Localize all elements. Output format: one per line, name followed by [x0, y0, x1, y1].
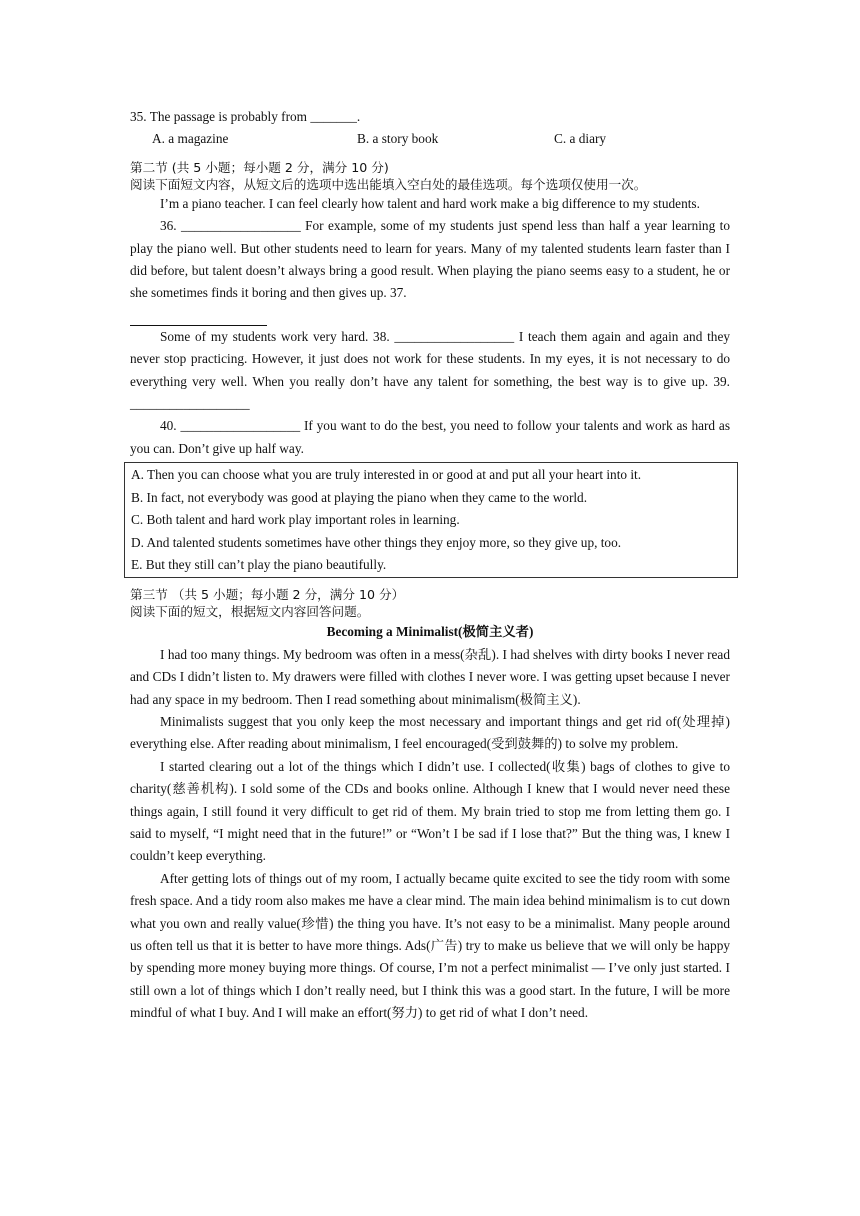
- passage-paragraph-3: I started clearing out a lot of the things which I didn’t use. I collected(收集) bags of clothes to give to charity(慈善机构). I sold some of the CDs and books online. Although I knew that I would never need these things again, I still found it very difficult to get rid of them. My brain tried to stop me from letting them go. I said to myself, “I might need that in the future!” or “Won’t I be sad if I lose that?” But the thing was, I knew I couldn’t keep everything.: [130, 758, 730, 864]
- choice-d: D. And talented students sometimes have other things they enjoy more, so they give up, too.: [131, 534, 622, 550]
- exam-page: [130, 106, 730, 1025]
- section-2-paragraph-4: 40. __________________ If you want to do the best, you need to follow your talents and work as hard as you can. Don’t give up half way.: [130, 418, 730, 456]
- option-a: A. a magazine: [152, 131, 229, 147]
- section-3-header: 第三节 （共 5 小题；每小题 2 分，满分 10 分）: [130, 587, 405, 603]
- choice-a: A. Then you can choose what you are truly interested in or good at and put all your heart into it.: [131, 467, 642, 483]
- choice-e: E. But they still can’t play the piano beautifully.: [131, 556, 387, 572]
- section-2-header: 第二节 (共 5 小题；每小题 2 分，满分 10 分): [130, 159, 389, 175]
- section-2-paragraph-1: I’m a piano teacher. I can feel clearly how talent and hard work make a big difference to my students.: [160, 195, 700, 211]
- option-c: C. a diary: [554, 131, 607, 147]
- choices-box: [124, 462, 738, 578]
- option-b: B. a story book: [357, 131, 439, 147]
- question-35-options: [130, 128, 730, 150]
- section-3-instruction: 阅读下面的短文，根据短文内容回答问题。: [130, 604, 370, 620]
- section-2-instruction: 阅读下面短文内容，从短文后的选项中选出能填入空白处的最佳选项。每个选项仅使用一次。: [130, 176, 647, 192]
- passage-title: Becoming a Minimalist(极简主义者): [326, 624, 534, 640]
- question-35-stem: 35. The passage is probably from _______.: [130, 109, 361, 124]
- choice-c: C. Both talent and hard work play important roles in learning.: [131, 512, 460, 528]
- passage-paragraph-4: After getting lots of things out of my room, I actually became quite excited to see the tidy room with some fresh space. And a tidy room also makes me have a clear mind. The main idea behind minimalism is to cut down what you own and really value(珍惜) the thing you have. It’s not easy to be a minimalist. Many people around us often tell us that it is better to have more things. Ads(广告) try to make us believe that we will only be happy by spending more money buying more things. Of course, I’m not a perfect minimalist — I’ve only just started. I still own a lot of things which I don’t really need, but I think this was a good start. In the future, I will be more mindful of what I buy. And I will make an effort(努力) to get rid of what I don’t need.: [130, 870, 730, 1021]
- section-2-paragraph-3: Some of my students work very hard. 38. __________________ I teach them again and again and they never stop practicing. However, it just does not work for these students. In my eyes, it is not necessary to do everything very well. When you really don’t have any talent for something, the best way is to give up. 39. __________________: [130, 328, 730, 412]
- passage-paragraph-1: I had too many things. My bedroom was often in a mess(杂乱). I had shelves with dirty books I never read and CDs I didn’t listen to. My drawers were filled with clothes I never wore. I was getting upset because I never had any space in my bedroom. Then I read something about minimalism(极简主义).: [130, 646, 730, 707]
- blank-37-line: [130, 305, 267, 326]
- choice-b: B. In fact, not everybody was good at playing the piano when they came to the world.: [131, 489, 588, 505]
- section-2-paragraph-2: 36. __________________ For example, some of my students just spend less than half a year learning to play the piano well. But other students need to learn for years. Many of my talented students learn faster than I did before, but talent doesn’t always bring a good result. When playing the piano seems easy to a student, he or she sometimes finds it boring and then gives up. 37.: [130, 218, 730, 301]
- passage-paragraph-2: Minimalists suggest that you only keep the most necessary and important things and get rid of(处理掉) everything else. After reading about minimalism, I feel encouraged(受到鼓舞的) to solve my problem.: [130, 713, 730, 752]
